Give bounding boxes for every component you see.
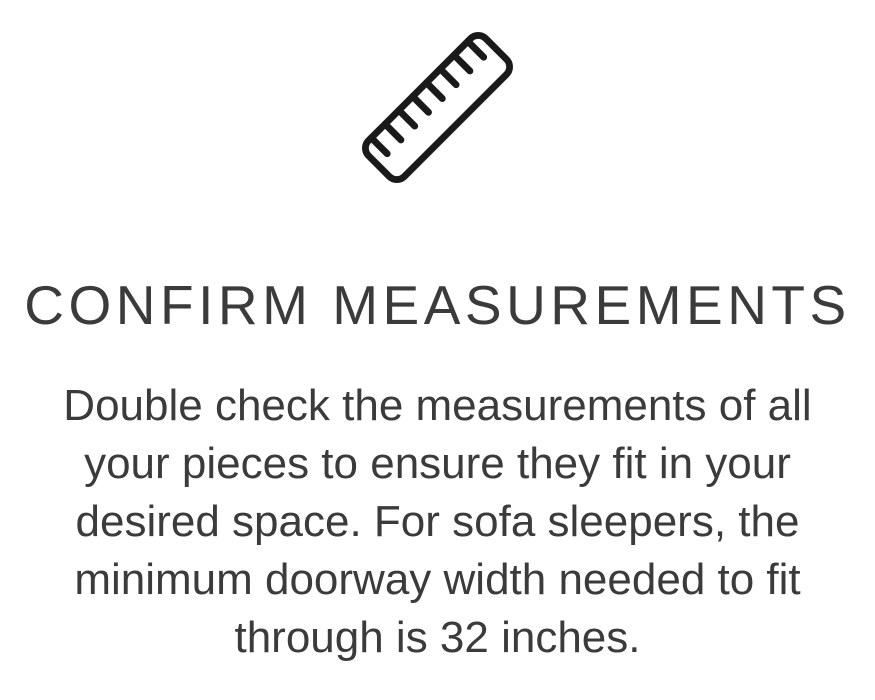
section-title: CONFIRM MEASUREMENTS [24,274,851,336]
ruler-icon [340,10,535,205]
description-line: Double check the measurements of all [63,381,812,430]
description-line: your pieces to ensure they fit in your [84,439,791,488]
description-line: through is 32 inches. [234,613,641,662]
description-line: desired space. For sofa sleepers, the [75,497,800,546]
description-line: minimum doorway width needed to fit [74,555,801,604]
section-description [63,377,811,667]
